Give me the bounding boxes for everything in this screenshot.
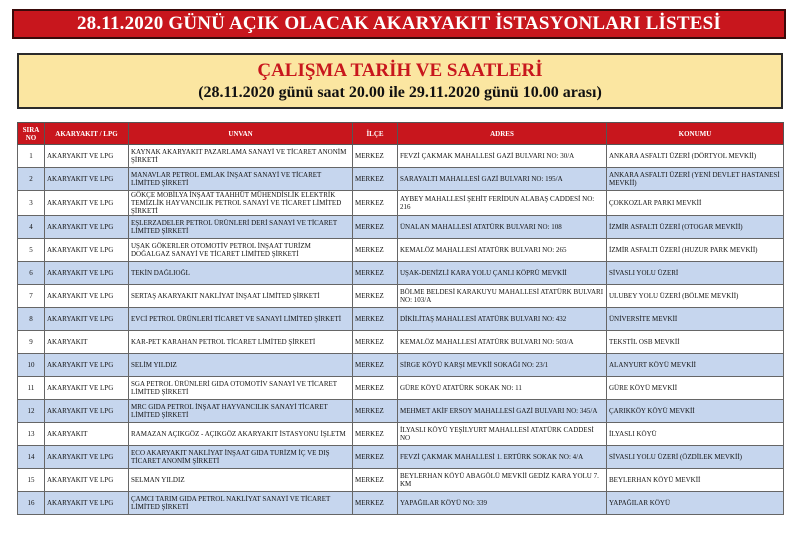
cell-unvan-text: KAYNAK AKARYAKIT PAZARLAMA SANAYİ VE TİCARET ANONİM ŞİRKETİ [131, 148, 347, 164]
cell-ilce [353, 216, 398, 239]
cell-type [45, 285, 129, 308]
cell-ilce-text: MERKEZ [355, 223, 384, 231]
cell-type-text: AKARYAKIT VE LPG [47, 407, 114, 415]
cell-type [45, 262, 129, 285]
cell-unvan [129, 216, 353, 239]
col-header-unvan: UNVAN [129, 123, 353, 145]
cell-konum-text: TEKSTİL OSB MEVKİİ [609, 338, 680, 346]
cell-konum-text: İZMİR ASFALTI ÜZERİ (HUZUR PARK MEVKİİ) [609, 246, 758, 254]
cell-adres-text: UŞAK-DENİZLİ KARA YOLU ÇANLI KÖPRÜ MEVKİİ [400, 269, 567, 277]
cell-konum [607, 239, 784, 262]
cell-unvan [129, 145, 353, 168]
cell-konum [607, 446, 784, 469]
cell-konum [607, 400, 784, 423]
cell-adres [398, 308, 607, 331]
table-row [18, 191, 784, 216]
cell-unvan [129, 492, 353, 515]
cell-konum [607, 216, 784, 239]
cell-konum [607, 377, 784, 400]
cell-konum [607, 308, 784, 331]
cell-konum [607, 285, 784, 308]
cell-adres [398, 423, 607, 446]
cell-sira-no: 8 [18, 308, 45, 331]
cell-ilce-text: MERKEZ [355, 152, 384, 160]
cell-konum-text: ULUBEY YOLU ÜZERİ (BÖLME MEVKİİ) [609, 292, 739, 300]
cell-ilce-text: MERKEZ [355, 430, 384, 438]
cell-ilce [353, 331, 398, 354]
col-header-sira-no: SIRA NO [18, 123, 45, 145]
cell-unvan [129, 446, 353, 469]
cell-ilce [353, 191, 398, 216]
schedule-title: ÇALIŞMA TARİH VE SAATLERİ [257, 60, 543, 81]
cell-unvan [129, 285, 353, 308]
cell-ilce [353, 239, 398, 262]
cell-konum-text: GÜRE KÖYÜ MEVKİİ [609, 384, 678, 392]
cell-adres-text: FEVZİ ÇAKMAK MAHALLESİ 1. ERTÜRK SOKAK NO: 4/A [400, 453, 584, 461]
cell-sira-no: 1 [18, 145, 45, 168]
cell-unvan-text: MRC GIDA PETROL İNŞAAT HAYVANCILIK SANAYİ TİCARET LİMİTED ŞİRKETİ [131, 403, 328, 419]
cell-unvan [129, 308, 353, 331]
cell-ilce-text: MERKEZ [355, 361, 384, 369]
cell-sira-no: 4 [18, 216, 45, 239]
cell-konum-text: İLYASLI KÖYÜ [609, 430, 657, 438]
cell-konum-text: ANKARA ASFALTI ÜZERİ (YENİ DEVLET HASTANESİ MEVKİİ) [609, 171, 780, 187]
cell-adres-text: YAPAĞILAR KÖYÜ NO: 339 [400, 499, 488, 507]
table-row [18, 168, 784, 191]
cell-adres-text: ÜNALAN MAHALLESİ ATATÜRK BULVARI NO: 108 [400, 223, 562, 231]
cell-unvan-text: EŞLERZADELER PETROL ÜRÜNLERİ DERİ SANAYİ VE TİCARET LİMİTED ŞİRKETİ [131, 219, 337, 235]
cell-ilce [353, 469, 398, 492]
cell-ilce-text: MERKEZ [355, 269, 384, 277]
cell-sira-no: 12 [18, 400, 45, 423]
cell-type-text: AKARYAKIT VE LPG [47, 499, 114, 507]
cell-type-text: AKARYAKIT VE LPG [47, 269, 114, 277]
cell-type-text: AKARYAKIT VE LPG [47, 152, 114, 160]
table-row [18, 492, 784, 515]
table-row [18, 216, 784, 239]
cell-ilce-text: MERKEZ [355, 175, 384, 183]
cell-adres [398, 145, 607, 168]
cell-konum [607, 145, 784, 168]
cell-type-text: AKARYAKIT VE LPG [47, 384, 114, 392]
cell-type [45, 216, 129, 239]
cell-sira-no: 7 [18, 285, 45, 308]
cell-konum [607, 262, 784, 285]
cell-sira-no: 15 [18, 469, 45, 492]
cell-type [45, 168, 129, 191]
cell-type-text: AKARYAKIT [47, 338, 88, 346]
table-row [18, 446, 784, 469]
cell-unvan [129, 331, 353, 354]
cell-ilce [353, 308, 398, 331]
cell-unvan-text: MANAVLAR PETROL EMLAK İNŞAAT SANAYİ VE TİCARET LİMİTED ŞİRKETİ [131, 171, 322, 187]
cell-type [45, 145, 129, 168]
cell-adres-text: KEMALÖZ MAHALLESİ ATATÜRK BULVARI NO: 265 [400, 246, 567, 254]
cell-ilce-text: MERKEZ [355, 476, 384, 484]
cell-unvan [129, 354, 353, 377]
cell-sira-no: 3 [18, 191, 45, 216]
cell-unvan [129, 423, 353, 446]
cell-unvan-text: ÇAMCI TARIM GIDA PETROL NAKLİYAT SANAYİ VE TİCARET LİMİTED ŞİRKETİ [131, 495, 331, 511]
cell-konum [607, 168, 784, 191]
cell-konum-text: SİVASLI YOLU ÜZERİ (ÖZDİLEK MEVKİİ) [609, 453, 742, 461]
cell-konum-text: BEYLERHAN KÖYÜ MEVKİİ [609, 476, 701, 484]
cell-unvan-text: GÖKÇE MOBİLYA İNŞAAT TAAHHÜT MÜHENDİSLİK ELEKTRİK TEMİZLİK HAYVANCILIK PETROL SANAYİ VE TİCARET LİMİTED ŞİRKETİ [131, 191, 342, 215]
cell-ilce [353, 400, 398, 423]
cell-unvan-text: UŞAK GÖKERLER OTOMOTİV PETROL İNŞAAT TURİZM DOĞALGAZ SANAYİ VE TİCARET LİMİTED ŞİRKETİ [131, 242, 311, 258]
cell-konum [607, 423, 784, 446]
cell-ilce-text: MERKEZ [355, 338, 384, 346]
cell-adres-text: GÜRE KÖYÜ ATATÜRK SOKAK NO: 11 [400, 384, 522, 392]
cell-adres-text: SARAYALTI MAHALLESİ GAZİ BULVARI NO: 195/A [400, 175, 563, 183]
table-row [18, 469, 784, 492]
cell-type [45, 239, 129, 262]
cell-sira-no: 11 [18, 377, 45, 400]
col-header-konum: KONUMU [607, 123, 784, 145]
cell-ilce [353, 145, 398, 168]
cell-sira-no: 6 [18, 262, 45, 285]
schedule-period: (28.11.2020 günü saat 20.00 ile 29.11.2020 günü 10.00 arası) [198, 84, 602, 101]
cell-adres [398, 239, 607, 262]
cell-unvan [129, 469, 353, 492]
cell-ilce-text: MERKEZ [355, 407, 384, 415]
cell-type [45, 446, 129, 469]
cell-konum-text: ÇARIKKÖY KÖYÜ MEVKİİ [609, 407, 695, 415]
table-row [18, 400, 784, 423]
cell-ilce-text: MERKEZ [355, 199, 384, 207]
cell-unvan-text: TEKİN DAĞLIOĞL [131, 269, 190, 277]
cell-ilce [353, 446, 398, 469]
cell-adres-text: FEVZİ ÇAKMAK MAHALLESİ GAZİ BULVARI NO: 30/A [400, 152, 575, 160]
cell-adres-text: BÖLME BELDESİ KARAKUYU MAHALLESİ ATATÜRK BULVARI NO: 103/A [400, 288, 604, 304]
cell-konum-text: İZMİR ASFALTI ÜZERİ (OTOGAR MEVKİİ) [609, 223, 743, 231]
cell-adres [398, 400, 607, 423]
cell-type [45, 191, 129, 216]
cell-ilce-text: MERKEZ [355, 499, 384, 507]
table-header-row [18, 123, 784, 145]
cell-type-text: AKARYAKIT VE LPG [47, 453, 114, 461]
cell-konum [607, 469, 784, 492]
cell-adres-text: SİRGE KÖYÜ KARŞI MEVKİİ SOKAĞI NO: 23/1 [400, 361, 549, 369]
cell-adres-text: DİKİLİTAŞ MAHALLESİ ATATÜRK BULVARI NO: 432 [400, 315, 567, 323]
cell-sira-no: 5 [18, 239, 45, 262]
cell-unvan [129, 400, 353, 423]
cell-adres-text: KEMALÖZ MAHALLESİ ATATÜRK BULVARI NO: 503/A [400, 338, 574, 346]
table-row [18, 285, 784, 308]
table-row [18, 331, 784, 354]
table-row [18, 145, 784, 168]
cell-sira-no: 16 [18, 492, 45, 515]
stations-table [17, 122, 784, 515]
cell-type-text: AKARYAKIT VE LPG [47, 292, 114, 300]
cell-type-text: AKARYAKIT VE LPG [47, 315, 114, 323]
cell-konum-text: ÇOKKOZLAR PARKI MEVKİİ [609, 199, 702, 207]
cell-ilce-text: MERKEZ [355, 246, 384, 254]
cell-type-text: AKARYAKIT VE LPG [47, 223, 114, 231]
cell-ilce [353, 262, 398, 285]
cell-ilce [353, 492, 398, 515]
cell-type [45, 400, 129, 423]
cell-type-text: AKARYAKIT VE LPG [47, 175, 114, 183]
table-row [18, 354, 784, 377]
cell-adres [398, 191, 607, 216]
cell-adres [398, 446, 607, 469]
cell-konum-text: ALANYURT KÖYÜ MEVKİİ [609, 361, 696, 369]
cell-type [45, 354, 129, 377]
cell-adres [398, 168, 607, 191]
cell-type-text: AKARYAKIT VE LPG [47, 361, 114, 369]
table-row [18, 377, 784, 400]
cell-adres [398, 216, 607, 239]
cell-ilce [353, 285, 398, 308]
cell-unvan-text: SGA PETROL ÜRÜNLERİ GIDA OTOMOTİV SANAYİ VE TİCARET LİMİTED ŞİRKETİ [131, 380, 337, 396]
cell-ilce-text: MERKEZ [355, 315, 384, 323]
cell-sira-no: 10 [18, 354, 45, 377]
cell-adres [398, 492, 607, 515]
cell-unvan-text: SELİM YILDIZ [131, 361, 177, 369]
table-row [18, 262, 784, 285]
cell-unvan-text: EVCİ PETROL ÜRÜNLERİ TİCARET VE SANAYİ LİMİTED ŞİRKETİ [131, 315, 342, 323]
cell-unvan [129, 191, 353, 216]
cell-ilce [353, 377, 398, 400]
cell-unvan [129, 239, 353, 262]
cell-adres [398, 331, 607, 354]
cell-unvan-text: KAR-PET KARAHAN PETROL TİCARET LİMİTED ŞİRKETİ [131, 338, 316, 346]
cell-adres [398, 354, 607, 377]
cell-type-text: AKARYAKIT VE LPG [47, 476, 114, 484]
cell-konum [607, 492, 784, 515]
cell-unvan-text: ECO AKARYAKIT NAKLİYAT İNŞAAT GIDA TURİZM İÇ VE DIŞ TİCARET ANONİM ŞİRKETİ [131, 449, 330, 465]
cell-adres [398, 469, 607, 492]
cell-unvan [129, 377, 353, 400]
cell-sira-no: 13 [18, 423, 45, 446]
col-header-type: AKARYAKIT / LPG [45, 123, 129, 145]
cell-ilce [353, 168, 398, 191]
cell-sira-no: 14 [18, 446, 45, 469]
cell-konum-text: YAPAĞILAR KÖYÜ [609, 499, 670, 507]
cell-type [45, 308, 129, 331]
cell-konum [607, 191, 784, 216]
cell-adres [398, 285, 607, 308]
table-row [18, 239, 784, 262]
cell-adres [398, 262, 607, 285]
cell-type-text: AKARYAKIT VE LPG [47, 199, 114, 207]
cell-konum [607, 354, 784, 377]
cell-adres-text: İLYASLI KÖYÜ YEŞİLYURT MAHALLESİ ATATÜRK CADDESİ NO [400, 426, 594, 442]
cell-ilce-text: MERKEZ [355, 453, 384, 461]
cell-adres-text: BEYLERHAN KÖYÜ ABAGÖLÜ MEVKİİ GEDİZ KARA YOLU 7. KM [400, 472, 599, 488]
cell-konum-text: ÜNİVERSİTE MEVKİİ [609, 315, 678, 323]
cell-adres [398, 377, 607, 400]
cell-unvan [129, 262, 353, 285]
cell-ilce-text: MERKEZ [355, 292, 384, 300]
cell-type [45, 423, 129, 446]
cell-type [45, 469, 129, 492]
cell-type-text: AKARYAKIT VE LPG [47, 246, 114, 254]
cell-ilce [353, 354, 398, 377]
cell-konum-text: SİVASLI YOLU ÜZERİ [609, 269, 679, 277]
cell-unvan-text: SERTAŞ AKARYAKIT NAKLİYAT İNŞAAT LİMİTED ŞİRKETİ [131, 292, 320, 300]
page-title: 28.11.2020 GÜNÜ AÇIK OLACAK AKARYAKIT İSTASYONLARI LİSTESİ [12, 9, 786, 39]
cell-type-text: AKARYAKIT [47, 430, 88, 438]
cell-konum-text: ANKARA ASFALTI ÜZERİ (DÖRTYOL MEVKİİ) [609, 152, 757, 160]
cell-type [45, 492, 129, 515]
col-header-adres: ADRES [398, 123, 607, 145]
cell-adres-text: AYBEY MAHALLESİ ŞEHİT FERİDUN ALABAŞ CADDESİ NO: 216 [400, 195, 595, 211]
cell-unvan-text: SELMAN YILDIZ [131, 476, 185, 484]
cell-sira-no: 2 [18, 168, 45, 191]
col-header-ilce: İLÇE [353, 123, 398, 145]
cell-adres-text: MEHMET AKİF ERSOY MAHALLESİ GAZİ BULVARI NO: 345/A [400, 407, 598, 415]
cell-unvan [129, 168, 353, 191]
cell-ilce [353, 423, 398, 446]
cell-type [45, 377, 129, 400]
cell-type [45, 331, 129, 354]
table-row [18, 423, 784, 446]
cell-ilce-text: MERKEZ [355, 384, 384, 392]
cell-konum [607, 331, 784, 354]
table-row [18, 308, 784, 331]
cell-sira-no: 9 [18, 331, 45, 354]
schedule-box [17, 53, 783, 109]
cell-unvan-text: RAMAZAN AÇIKGÖZ - AÇIKGÖZ AKARYAKIT İSTASYONU İŞLETM [131, 430, 346, 438]
